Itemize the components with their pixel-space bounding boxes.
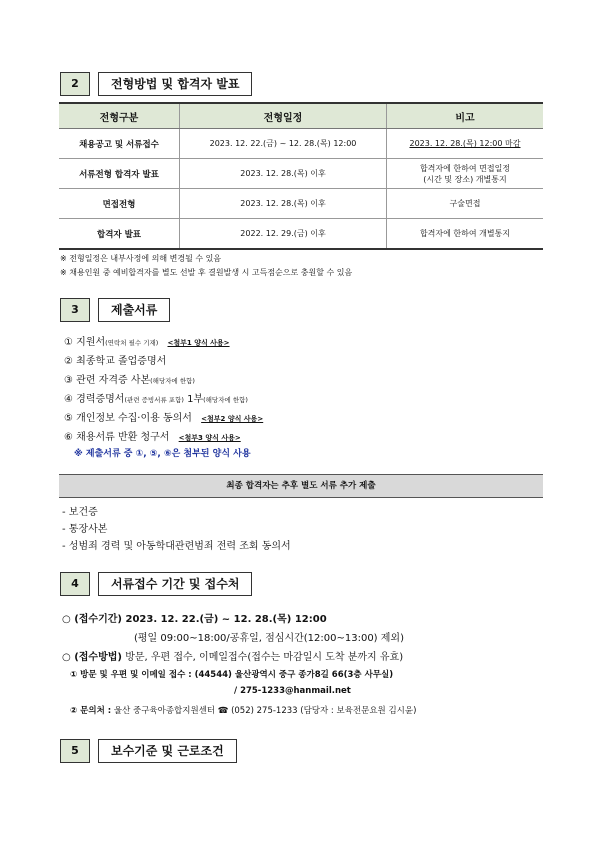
cell-date: 2023. 12. 28.(목) 이후	[180, 189, 387, 219]
attach-note: <첨부1 양식 사용>	[167, 339, 230, 347]
final-docs-title: 최종 합격자는 추후 별도 서류 추가 제출	[59, 474, 543, 498]
doc-number: ③	[64, 375, 73, 386]
doc-item	[64, 428, 241, 443]
contact-value: 울산 중구육아종합지원센터 ☎ (052) 275-1233 (담당자 : 보육전문요원 김시윤)	[113, 706, 417, 716]
section-number: 3	[60, 298, 90, 322]
schedule-note: ※ 전형일정은 내부사정에 의해 변경될 수 있음	[60, 254, 222, 263]
schedule-note: ※ 채용인원 중 예비합격자를 별도 선발 후 결원발생 시 고득점순으로 충원할 수 있음	[60, 268, 353, 277]
doc-text: 지원서	[76, 337, 106, 348]
section-title: 전형방법 및 합격자 발표	[98, 72, 252, 96]
doc-small: (해당자에 한함)	[150, 377, 195, 385]
cell-type: 서류전형 합격자 발표	[59, 159, 180, 189]
doc-item	[64, 352, 166, 367]
doc-small: (관련 증빙서류 포함)	[124, 396, 184, 404]
reception-method	[62, 648, 403, 663]
table-row	[59, 189, 543, 219]
contact-label: ② 문의처 :	[70, 706, 112, 716]
docs-note: ※ 제출서류 중 ①, ⑤, ⑥은 첨부된 양식 사용	[74, 449, 251, 459]
doc-text: 최종학교 졸업증명서	[76, 356, 167, 367]
section-number: 2	[60, 72, 90, 96]
doc-number: ⑥	[64, 432, 73, 443]
reception-period	[62, 610, 327, 625]
doc-item	[64, 371, 195, 386]
reception-email: / 275-1233@hanmail.net	[234, 686, 351, 696]
note-line: 합격자에 한하여 면접일정	[419, 163, 511, 173]
reception-address: ① 방문 및 우편 및 이메일 접수 : (44544) 울산광역시 중구 종가8길 66(3층 사무실)	[70, 670, 394, 680]
doc-number: ⑤	[64, 413, 73, 424]
note-line: (시간 및 장소) 개별통지	[423, 174, 507, 184]
cell-date: 2022. 12. 29.(금) 이후	[180, 219, 387, 250]
doc-number: ④	[64, 394, 73, 405]
cell-note: 구술면접	[387, 189, 544, 219]
doc-small: (해당자에 한함)	[203, 396, 248, 404]
column-header: 전형일정	[180, 103, 387, 129]
final-doc-item: - 보건증	[62, 507, 98, 518]
section-number: 4	[60, 572, 90, 596]
final-doc-item: - 성범죄 경력 및 아동학대관련범죄 전력 조회 동의서	[62, 541, 291, 552]
final-doc-item: - 통장사본	[62, 524, 108, 535]
column-header: 전형구분	[59, 103, 180, 129]
period-value: 2023. 12. 22.(금) ~ 12. 28.(목) 12:00	[125, 614, 327, 625]
section-number: 5	[60, 739, 90, 763]
column-header: 비고	[387, 103, 544, 129]
cell-note	[387, 159, 544, 189]
section-title: 보수기준 및 근로조건	[98, 739, 237, 763]
table-header-row	[59, 103, 543, 129]
period-label: ○ (접수기간)	[62, 614, 122, 625]
cell-date: 2023. 12. 22.(금) ~ 12. 28.(목) 12:00	[180, 129, 387, 159]
cell-date: 2023. 12. 28.(목) 이후	[180, 159, 387, 189]
doc-item	[64, 333, 230, 348]
doc-after: 1부	[183, 394, 204, 405]
cell-type: 합격자 발표	[59, 219, 180, 250]
method-label: ○ (접수방법)	[62, 652, 122, 663]
doc-small: (연락처 필수 기재)	[105, 339, 159, 347]
table-row	[59, 219, 543, 250]
doc-number: ②	[64, 356, 73, 367]
section-title: 서류접수 기간 및 접수처	[98, 572, 252, 596]
cell-note: 합격자에 한하여 개별통지	[387, 219, 544, 250]
schedule-table	[59, 102, 543, 250]
table-row	[59, 129, 543, 159]
doc-text: 개인정보 수집·이용 동의서	[76, 413, 192, 424]
cell-type: 면접전형	[59, 189, 180, 219]
reception-contact	[70, 704, 416, 716]
reception-period-sub: (평일 09:00~18:00/공휴일, 점심시간(12:00~13:00) 제외)	[134, 633, 404, 644]
doc-item	[64, 390, 248, 405]
cell-type: 채용공고 및 서류접수	[59, 129, 180, 159]
section-title: 제출서류	[98, 298, 170, 322]
note-line: 2023. 12. 28.(목) 12:00 마감	[409, 139, 521, 148]
attach-note: <첨부2 양식 사용>	[201, 415, 264, 423]
doc-item	[64, 409, 263, 424]
attach-note: <첨부3 양식 사용>	[178, 434, 241, 442]
method-value: 방문, 우편 접수, 이메일접수(접수는 마감일시 도착 분까지 유효)	[125, 652, 404, 663]
doc-text: 경력증명서	[76, 394, 125, 405]
cell-note	[387, 129, 544, 159]
doc-text: 관련 자격증 사본	[76, 375, 151, 386]
doc-number: ①	[64, 337, 73, 348]
doc-text: 채용서류 반환 청구서	[76, 432, 170, 443]
table-row	[59, 159, 543, 189]
